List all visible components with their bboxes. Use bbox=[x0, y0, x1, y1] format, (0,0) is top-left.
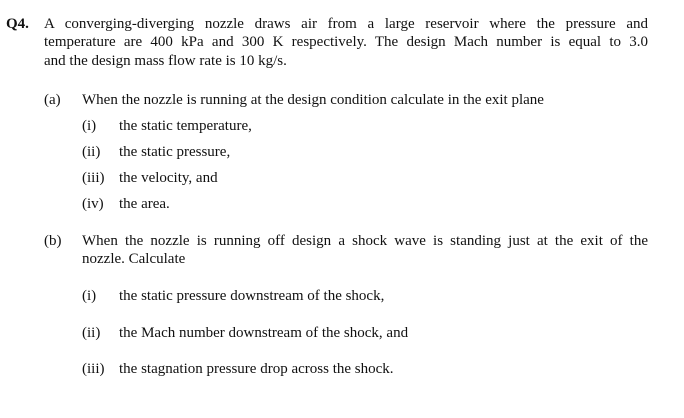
intro-line-2: temperature are 400 kPa and 300 K respectively. The design Mach number is equal to 3.0 bbox=[44, 34, 648, 50]
part-b-item-label: (i) bbox=[82, 288, 97, 304]
part-a-item-text: the static pressure, bbox=[119, 144, 231, 160]
intro-line-1: A converging-diverging nozzle draws air from a large reservoir where the pressure and bbox=[44, 16, 648, 32]
part-b-item-label: (iii) bbox=[82, 361, 105, 377]
part-b-item-text: the static pressure downstream of the shock, bbox=[119, 288, 385, 304]
part-a-item-text: the area. bbox=[119, 196, 170, 212]
part-b-item-text: the stagnation pressure drop across the shock. bbox=[119, 361, 394, 377]
part-b-text-line-1: When the nozzle is running off design a shock wave is standing just at the exit of the bbox=[82, 233, 648, 249]
part-a-item-label: (iv) bbox=[82, 196, 104, 212]
part-a-label: (a) bbox=[44, 92, 61, 108]
question-number: Q4. bbox=[6, 16, 29, 32]
part-b-item-text: the Mach number downstream of the shock, and bbox=[119, 325, 409, 341]
part-a-item-label: (iii) bbox=[82, 170, 105, 186]
part-a-item-label: (i) bbox=[82, 118, 97, 134]
part-b-item-label: (ii) bbox=[82, 325, 101, 341]
part-a-text: When the nozzle is running at the design condition calculate in the exit plane bbox=[82, 92, 544, 108]
part-a-item-text: the static temperature, bbox=[119, 118, 252, 134]
part-b-text-line-2: nozzle. Calculate bbox=[82, 251, 186, 267]
part-a-item-label: (ii) bbox=[82, 144, 101, 160]
part-a-item-text: the velocity, and bbox=[119, 170, 218, 186]
intro-line-3: and the design mass flow rate is 10 kg/s. bbox=[44, 53, 287, 69]
part-b-label: (b) bbox=[44, 233, 62, 249]
